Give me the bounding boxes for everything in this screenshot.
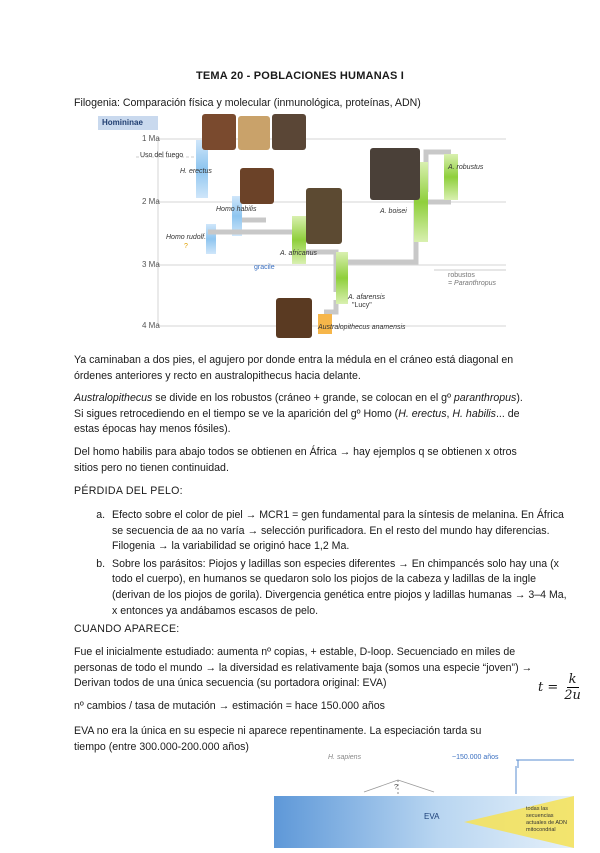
gracile-label: gracile — [254, 264, 275, 271]
afarensis-bar — [336, 252, 348, 304]
heading-cuando: CUANDO APARECE: — [74, 623, 180, 635]
axis-2ma: 2 Ma — [142, 197, 160, 206]
africanus-label: A. africanus — [280, 250, 317, 257]
p2-term-1: Australopithecus — [74, 392, 153, 404]
robustus-bar — [444, 154, 458, 200]
p2-term-2: paranthropus — [453, 392, 517, 404]
page-title: TEMA 20 - POBLACIONES HUMANAS I — [195, 70, 405, 82]
axis-4ma: 4 Ma — [142, 321, 160, 330]
p2-text-2: ). Si sigues retrocediendo en el tiempo se ve la aparición del gº Homo ( — [74, 392, 523, 420]
p2-term-4: H. habilis — [452, 407, 496, 420]
eva-figure — [274, 752, 574, 848]
eva-question: ? — [394, 784, 398, 791]
paragraph-3: Del homo habilis para abajo todos se obtienen en África → hay ejemplos q se obtienen x otros sitios pero no tienen continuidad. — [74, 446, 517, 474]
eva-label: EVA — [424, 812, 440, 821]
portrait-2 — [238, 116, 270, 150]
p2-term-3: H. erectus — [398, 407, 447, 420]
rudolf-label: Homo rudolf. — [166, 234, 207, 241]
paragraph-4: Fue el inicialmente estudiado: aumenta nº copias, + estable, D-loop. Secuenciado en miles de personas de todo el mundo → la diversidad es relativamente baja (somos una especie “joven”) → Derivan todos de una única secuencia (su portadora original: EVA) — [74, 646, 533, 690]
phylogeny-figure — [96, 112, 516, 344]
years-label: ~150.000 años — [452, 754, 499, 761]
list-item: a. Efecto sobre el color de piel → MCR1 = gen fundamental para la síntesis de melanina. En África se secuencia de aa no varía → selección purificadora. En el resto del mundo hay diferencias. Filogenia → la variabilidad se originó hace 1,2 Ma. — [108, 508, 568, 555]
heading-perdida: PÉRDIDA DEL PELO: — [74, 485, 183, 497]
filogenia-line: Filogenia: Comparación física y molecular (inmunológica, proteínas, ADN) — [74, 97, 421, 109]
portrait-habilis — [240, 168, 274, 204]
anamensis-label: Australopithecus anamensis — [318, 324, 406, 331]
formula — [538, 672, 583, 703]
current-sequences-label: todas las secuencias actuales de ADN mitocondrial — [526, 806, 567, 833]
formula-lhs: t = — [538, 680, 559, 695]
paranthropus-label: = Paranthropus — [448, 280, 497, 287]
portrait-1 — [202, 114, 236, 150]
axis-1ma: 1 Ma — [142, 134, 160, 143]
p2-text-1: se divide en los robustos (cráneo + grande, se colocan en el gº — [152, 392, 454, 404]
paragraph-5: nº cambios / tasa de mutación → estimación = hace 150.000 años — [74, 700, 385, 712]
robustos-label: robustos — [448, 272, 475, 279]
afarensis-label: A. afarensis — [348, 294, 385, 301]
portrait-boisei — [370, 148, 420, 200]
axis-3ma: 3 Ma — [142, 260, 160, 269]
boisei-label: A. boisei — [380, 208, 407, 215]
erectus-label: H. erectus — [180, 168, 212, 175]
portrait-africanus — [306, 188, 342, 244]
phylogeny-chart — [96, 112, 516, 344]
formula-numerator: k — [568, 672, 577, 687]
paragraph-2 — [74, 391, 534, 438]
portrait-anamensis — [276, 298, 312, 338]
formula-fraction — [562, 672, 583, 703]
rudolf-bar — [206, 224, 216, 254]
p2-text-3: , — [446, 407, 453, 420]
p2-text-4: ... de estas épocas hay menos fósiles). — [74, 407, 520, 436]
paragraph-6: EVA no era la única en su especie ni aparece repentinamente. La especiación tarda su tiempo (entre 300.000-200.000 años) — [74, 725, 482, 753]
portrait-3 — [272, 114, 306, 150]
pelo-list — [74, 508, 568, 621]
habilis-label: Homo habilis — [216, 206, 257, 213]
homininae-header: Homininae — [102, 118, 143, 127]
lucy-label: "Lucy" — [352, 302, 372, 309]
robustus-label: A. robustus — [448, 164, 484, 171]
paragraph-1: Ya caminaban a dos pies, el agujero por donde entra la médula en el cráneo está diagonal en órdenes anteriores y recto en australopithecus hacia delante. — [74, 354, 514, 382]
rudolf-question: ? — [184, 243, 188, 250]
sapiens-label: H. sapiens — [328, 754, 362, 761]
formula-denominator: 2u — [564, 688, 581, 703]
uso-fuego-label: Uso del fuego — [140, 152, 184, 159]
list-item: b. Sobre los parásitos: Piojos y ladillas son especies diferentes → En chimpancés solo hay una (x todo el cuerpo), en humanos se quedaron solo los piojos de la cabeza y ladillas de la ingle (derivan de los piojos de gorila). Divergencia genética entre piojos y ladillas humanas → 3–4 Ma, x entonces ya andábamos escasos de pelo. — [108, 557, 568, 619]
